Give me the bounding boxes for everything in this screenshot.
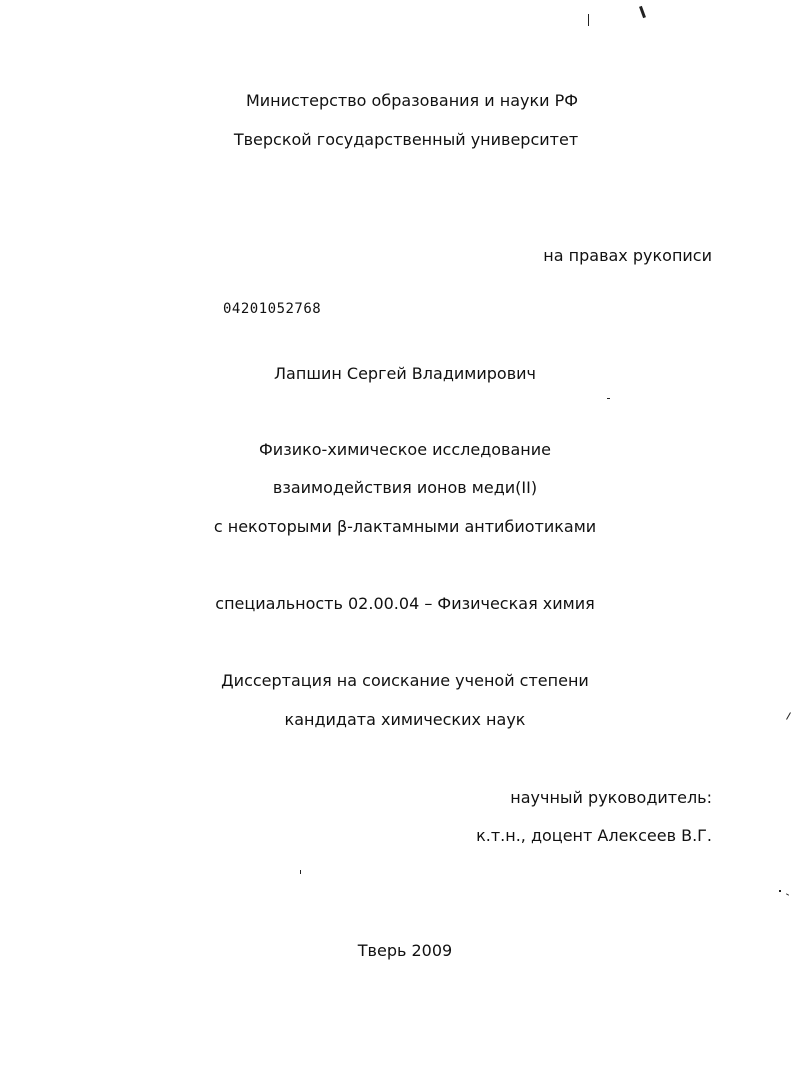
scan-mark bbox=[779, 890, 781, 892]
supervisor-label: научный руководитель: bbox=[510, 788, 712, 807]
specialty: специальность 02.00.04 – Физическая химия bbox=[215, 594, 595, 613]
university-heading: Тверской государственный университет bbox=[233, 130, 579, 149]
scan-mark bbox=[786, 712, 791, 719]
scan-mark bbox=[786, 893, 789, 895]
ministry-heading: Министерство образования и науки РФ bbox=[245, 91, 579, 110]
supervisor-name: к.т.н., доцент Алексеев В.Г. bbox=[476, 826, 712, 845]
title-line-3: с некоторыми β-лактамными антибиотиками bbox=[213, 517, 597, 536]
registration-number: 04201052768 bbox=[223, 301, 322, 317]
degree-line-1: Диссертация на соискание ученой степени bbox=[221, 671, 589, 690]
scan-mark bbox=[300, 870, 301, 874]
place-year: Тверь 2009 bbox=[357, 941, 453, 960]
degree-line-2: кандидата химических наук bbox=[284, 710, 526, 729]
scan-mark bbox=[607, 398, 610, 399]
manuscript-note: на правах рукописи bbox=[543, 246, 712, 265]
scan-mark bbox=[639, 6, 646, 18]
author-name: Лапшин Сергей Владимирович bbox=[274, 364, 536, 383]
title-line-2: взаимодействия ионов меди(II) bbox=[272, 478, 538, 497]
title-line-1: Физико-химическое исследование bbox=[259, 440, 551, 459]
scan-mark bbox=[588, 14, 589, 26]
